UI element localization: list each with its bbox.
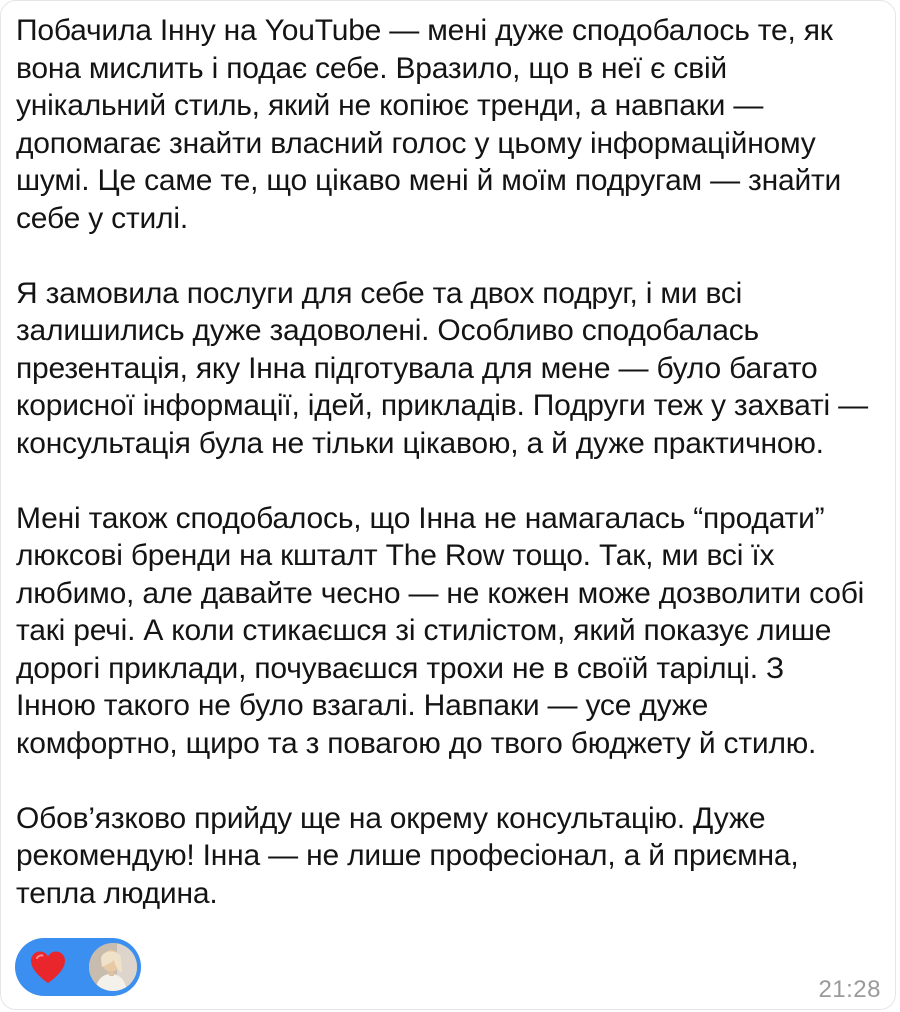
avatar xyxy=(89,943,137,991)
timestamp: 21:28 xyxy=(818,976,881,1003)
message-paragraph-1: Побачила Інну на YouTube — мені дуже сподобалось те, як вона мислить і подає себе. Вразило, що в неї є свій унікальний стиль, який не копіює тренди, а навпаки — допомагає знайти власний голос у цьому інформаційному шумі. Це саме те, що цікаво мені й моїм подругам — знайти себе у стилі. xyxy=(16,14,842,235)
message-paragraph-4: Обов’язково прийду ще на окрему консультацію. Дуже рекомендую! Інна — не лише професіонал, а й приємна, тепла людина. xyxy=(16,801,799,910)
message-text xyxy=(16,12,886,912)
message-paragraph-2: Я замовила послуги для себе та двох подруг, і ми всі залишились дуже задоволені. Особливо сподобалась презентація, яку Інна підготувала для мене — було багато корисної інформації, ідей, прикладів. Подруги теж у захваті — консультація була не тільки цікавою, а й дуже практичною. xyxy=(16,276,868,460)
message-paragraph-3: Мені також сподобалось, що Інна не намагалась “продати” люксові бренди на кшталт The Row тощо. Так, ми всі їх любимо, але давайте чесно — не кожен може дозволити собі такі речі. А коли стикаєшся зі стилістом, який показує лише дорогі приклади, почуваєшся трохи не в своїй тарілці. З Інною такого не було взагалі. Навпаки — усе дуже комфортно, щиро та з повагою до твого бюджету й стилю. xyxy=(16,501,865,760)
reaction-pill[interactable] xyxy=(15,938,141,996)
heart-icon xyxy=(27,946,69,988)
